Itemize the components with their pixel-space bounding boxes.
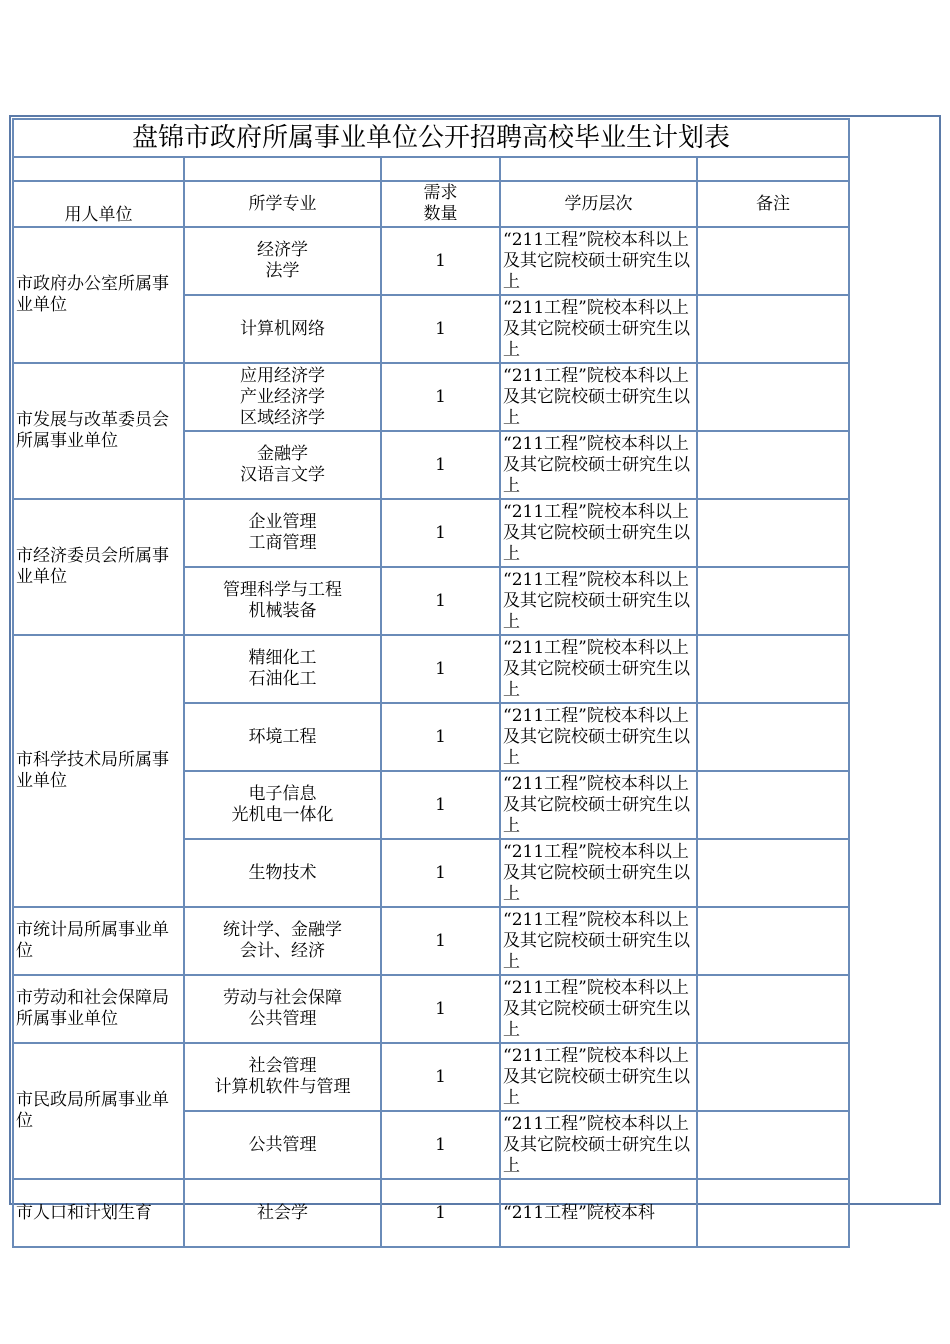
header-row xyxy=(13,181,849,227)
unit-cell: 市民政局所属事业单位 xyxy=(13,1043,184,1179)
education-cell: “211工程”院校本科以上及其它院校硕士研究生以上 xyxy=(500,635,697,703)
title-row xyxy=(13,119,849,157)
unit-cell: 市劳动和社会保障局所属事业单位 xyxy=(13,975,184,1043)
major-cell: 电子信息 光机电一体化 xyxy=(184,771,381,839)
education-cell: “211工程”院校本科以上及其它院校硕士研究生以上 xyxy=(500,363,697,431)
education-cell: “211工程”院校本科以上及其它院校硕士研究生以上 xyxy=(500,975,697,1043)
count-cell: 1 xyxy=(381,363,500,431)
education-cell: “211工程”院校本科以上及其它院校硕士研究生以上 xyxy=(500,227,697,295)
remark-cell xyxy=(697,975,849,1043)
remark-cell xyxy=(697,839,849,907)
education-cell: “211工程”院校本科以上及其它院校硕士研究生以上 xyxy=(500,499,697,567)
spacer-row xyxy=(13,157,849,181)
major-cell: 环境工程 xyxy=(184,703,381,771)
count-cell: 1 xyxy=(381,499,500,567)
major-cell: 劳动与社会保障 公共管理 xyxy=(184,975,381,1043)
table-row xyxy=(13,975,849,1043)
major-cell: 统计学、金融学 会计、经济 xyxy=(184,907,381,975)
major-cell: 计算机网络 xyxy=(184,295,381,363)
spacer-cell xyxy=(381,157,500,181)
remark-cell xyxy=(697,1179,849,1247)
education-cell: “211工程”院校本科以上及其它院校硕士研究生以上 xyxy=(500,1043,697,1111)
education-cell: “211工程”院校本科以上及其它院校硕士研究生以上 xyxy=(500,703,697,771)
table-row xyxy=(13,1179,849,1247)
spacer-cell xyxy=(500,157,697,181)
unit-cell: 市经济委员会所属事业单位 xyxy=(13,499,184,635)
remark-cell xyxy=(697,295,849,363)
education-cell: “211工程”院校本科以上及其它院校硕士研究生以上 xyxy=(500,1111,697,1179)
recruitment-plan-table xyxy=(12,118,850,1248)
remark-cell xyxy=(697,567,849,635)
count-cell: 1 xyxy=(381,839,500,907)
count-cell: 1 xyxy=(381,703,500,771)
remark-cell xyxy=(697,1043,849,1111)
education-cell: “211工程”院校本科以上及其它院校硕士研究生以上 xyxy=(500,295,697,363)
table-row xyxy=(13,499,849,567)
spacer-cell xyxy=(13,157,184,181)
header-education: 学历层次 xyxy=(500,181,697,227)
education-cell: “211工程”院校本科以上及其它院校硕士研究生以上 xyxy=(500,567,697,635)
table-row xyxy=(13,1043,849,1111)
remark-cell xyxy=(697,363,849,431)
unit-cell: 市统计局所属事业单位 xyxy=(13,907,184,975)
remark-cell xyxy=(697,499,849,567)
major-cell: 社会学 xyxy=(184,1179,381,1247)
count-cell: 1 xyxy=(381,567,500,635)
major-cell: 生物技术 xyxy=(184,839,381,907)
table-row xyxy=(13,907,849,975)
spacer-cell xyxy=(184,157,381,181)
unit-cell: 市发展与改革委员会所属事业单位 xyxy=(13,363,184,499)
remark-cell xyxy=(697,1111,849,1179)
page-title: 盘锦市政府所属事业单位公开招聘高校毕业生计划表 xyxy=(13,119,849,157)
unit-cell: 市科学技术局所属事业单位 xyxy=(13,635,184,907)
count-cell: 1 xyxy=(381,771,500,839)
major-cell: 金融学 汉语言文学 xyxy=(184,431,381,499)
remark-cell xyxy=(697,703,849,771)
remark-cell xyxy=(697,907,849,975)
table-row xyxy=(13,635,849,703)
header-major: 所学专业 xyxy=(184,181,381,227)
remark-cell xyxy=(697,227,849,295)
header-unit: 用人单位 xyxy=(13,181,184,227)
education-cell: “211工程”院校本科以上及其它院校硕士研究生以上 xyxy=(500,771,697,839)
major-cell: 精细化工 石油化工 xyxy=(184,635,381,703)
major-cell: 企业管理 工商管理 xyxy=(184,499,381,567)
count-cell: 1 xyxy=(381,907,500,975)
count-cell: 1 xyxy=(381,975,500,1043)
education-cell: “211工程”院校本科 xyxy=(500,1179,697,1247)
major-cell: 管理科学与工程 机械装备 xyxy=(184,567,381,635)
header-remark: 备注 xyxy=(697,181,849,227)
count-cell: 1 xyxy=(381,295,500,363)
unit-cell: 市政府办公室所属事业单位 xyxy=(13,227,184,363)
remark-cell xyxy=(697,635,849,703)
education-cell: “211工程”院校本科以上及其它院校硕士研究生以上 xyxy=(500,907,697,975)
count-cell: 1 xyxy=(381,227,500,295)
count-cell: 1 xyxy=(381,635,500,703)
spacer-cell xyxy=(697,157,849,181)
empty-column xyxy=(848,118,941,1203)
count-cell: 1 xyxy=(381,1111,500,1179)
count-cell: 1 xyxy=(381,1043,500,1111)
table-row xyxy=(13,363,849,431)
major-cell: 公共管理 xyxy=(184,1111,381,1179)
remark-cell xyxy=(697,431,849,499)
education-cell: “211工程”院校本科以上及其它院校硕士研究生以上 xyxy=(500,839,697,907)
count-cell: 1 xyxy=(381,1179,500,1247)
education-cell: “211工程”院校本科以上及其它院校硕士研究生以上 xyxy=(500,431,697,499)
header-count: 需求 数量 xyxy=(381,181,500,227)
count-cell: 1 xyxy=(381,431,500,499)
major-cell: 社会管理 计算机软件与管理 xyxy=(184,1043,381,1111)
major-cell: 应用经济学 产业经济学 区域经济学 xyxy=(184,363,381,431)
unit-cell: 市人口和计划生育 xyxy=(13,1179,184,1247)
major-cell: 经济学 法学 xyxy=(184,227,381,295)
remark-cell xyxy=(697,771,849,839)
table-row xyxy=(13,227,849,295)
recruitment-plan-sheet xyxy=(12,118,848,1223)
